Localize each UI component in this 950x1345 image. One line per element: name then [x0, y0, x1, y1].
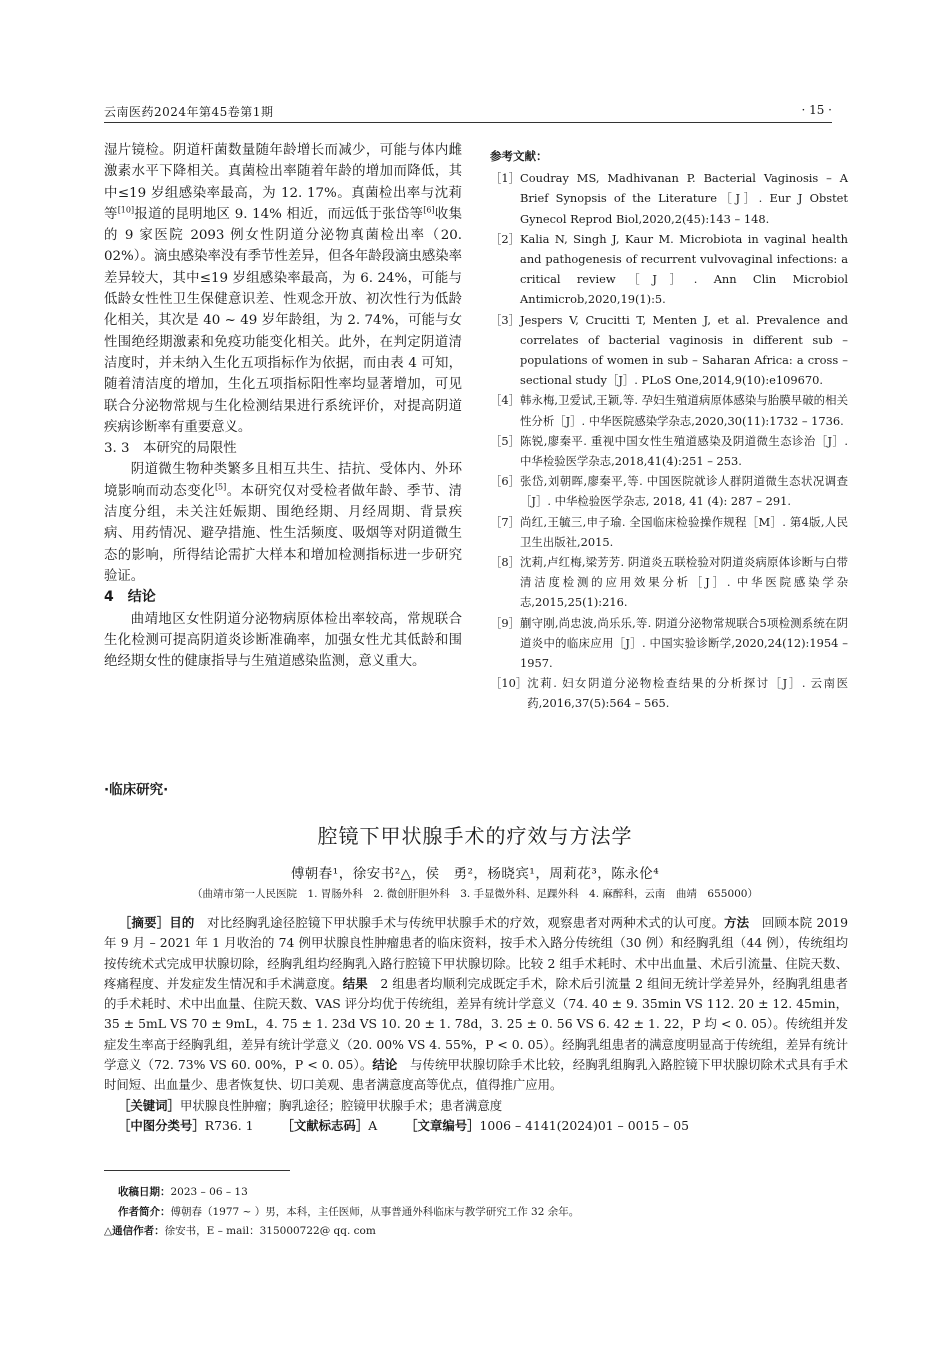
footnotes — [104, 1183, 848, 1242]
reference-item: ［10］ 沈莉. 妇女阴道分泌物检查结果的分析探讨［J］. 云南医药,2016,37(5):564 – 565. — [490, 676, 848, 711]
article-title: 腔镜下甲状腺手术的疗效与方法学 — [317, 824, 633, 848]
abstract — [104, 913, 848, 1136]
reference-item: ［7］ 尚红,王毓三,申子瑜. 全国临床检验操作规程［M］. 第4版,人民卫生出版社,2015. — [490, 514, 848, 549]
footnote-divider — [104, 1170, 290, 1171]
classification-line: ［中图分类号］R736. 1 ［文献标志码］A ［文章编号］1006 – 4141(2024)01 – 0015 – 05 — [118, 1117, 690, 1133]
received-date: 收稿日期：2023 – 06 – 13 — [118, 1186, 248, 1198]
paragraph-limitations: 阴道微生物种类繁多且相互共生、拮抗、受体内、外环境影响而动态变化[5]。本研究仅对受检者做年龄、季节、清洁度分组，未关注妊娠期、围绝经期、月经周期、背景疾病、用药情况、避孕措施、性生活频度、吸烟等对阴道微生态的影响，所得结论需扩大样本和增加检测指标进一步研究验证。 — [104, 462, 463, 584]
abstract-body: ［摘要］目的 对比经胸乳途径腔镜下甲状腺手术与传统甲状腺手术的疗效，观察患者对两种术式的认可度。方法 回顾本院 2019 年 9 月 – 2021 年 1 月收治的 74 例甲状腺良性肿瘤患者的临床资料，按手术入路分传统组（30 例）和经胸乳组（44 例），传统组均按传统术式完成甲状腺切除，经胸乳组均经胸乳入路行腔镜下甲状腺切除。比较 2 组手术耗时、术中出血量、术后引流量、住院天数、疼痛程度、并发症发生情况和手术满意度。结果 2 组患者均顺利完成既定手术，除术后引流量 2 组间无统计学差异外，经胸乳组患者的手术耗时、术中出血量、住院天数、VAS 评分均优于传统组，差异有统计学意义（74. 40 ± 9. 35min VS 112. 20 ± 12. 45min，35 ± 5mL VS 70 ± 9mL，4. 75 ± 1. 23d VS 10. 20 ± 1. 78d，3. 25 ± 0. 56 VS 6. 42 ± 1. 22，P 均 < 0. 05）。传统组并发症发生率高于经胸乳组，差异有统计学意义（20. 00% VS 4. 55%，P < 0. 05）。经胸乳组患者的满意度明显高于传统组，差异有统计学意义（72. 73% VS 60. 00%，P < 0. 05）。结论 与传统甲状腺切除手术比较，经胸乳组胸乳入路腔镜下甲状腺切除术式具有手术时间短、出血量少、患者恢复快、切口美观、患者满意度高等优点，值得推广应用。 — [104, 915, 849, 1093]
affiliation: （曲靖市第一人民医院 1. 胃肠外科 2. 微创肝胆外科 3. 手显微外科、足踝外科 4. 麻醉科，云南 曲靖 655000） — [191, 888, 758, 900]
paragraph-conclusion: 曲靖地区女性阴道分泌物病原体检出率较高，常规联合生化检测可提高阴道炎诊断准确率，加强女性尤其低龄和围绝经期女性的健康指导与生殖道感染监测，意义重大。 — [104, 611, 462, 670]
reference-item: ［9］ 蒯守刚,尚忠波,尚乐乐,等. 阴道分泌物常规联合5项检测系统在阴道炎中的临床应用［J］. 中国实验诊断学,2020,24(12):1954 – 1957. — [490, 615, 848, 671]
left-column — [104, 140, 462, 672]
section-heading: 4 结论 — [104, 589, 156, 606]
reference-item: ［3］ Jespers V, Crucitti T, Menten J, et al. Prevalence and correlates of bacterial vaginosis in different sub – populations of women in sub – Saharan Africa: a cross – sectional study［J］. PLoS One,2014,9(10):e109670. — [490, 312, 848, 388]
references — [490, 146, 848, 714]
citation: [6] — [423, 205, 435, 215]
reference-item: ［5］ 陈锐,廖秦平. 重视中国女性生殖道感染及阴道微生态诊治［J］. 中华检验医学杂志,2018,41(4):251 – 253. — [490, 433, 848, 469]
paragraph-discussion: 湿片镜检。阴道杆菌数量随年龄增长而减少，可能与体内雌激素水平下降相关。真菌检出率随着年龄的增加而降低，其中≤19 岁组感染率最高，为 12. 17%。真菌检出率与沈莉等[10]报道的昆明地区 9. 14% 相近，而远低于张岱等[6]收集的 9 家医院 2093 例女性阴道分泌物真菌检出率（20. 02%）。滴虫感染率没有季节性差异，但各年龄段滴虫感染率差异较大，其中≤19 岁组感染率最高，为 6. 24%，可能与低龄女性性卫生保健意识差、性观念开放、初次性行为低龄化相关，其次是 40 ~ 49 岁年龄组，为 2. 74%，可能与女性围绝经期激素和免疫功能变化相关。此外，在判定阴道清洁度时，并未纳入生化五项指标作为依据，而由表 4 可知，随着清洁度的增加，生化五项指标阳性率均显著增加，可见联合分泌物常规与生化检测结果进行系统评价，对提高阴道疾病诊断率有重要意义。 — [104, 143, 462, 435]
references-title: 参考文献： — [490, 149, 548, 163]
author-bio: 作者简介：傅朝春（1977 ~ ）男，本科，主任医师，从事普通外科临床与教学研究工作 32 余年。 — [118, 1205, 580, 1218]
reference-item: ［1］ Coudray MS, Madhivanan P. Bacterial Vaginosis – A Brief Synopsis of the Literature［J］. Eur J Obstet Gynecol Reprod Biol,2020,2(45):143 – 148. — [490, 171, 848, 226]
header-divider — [104, 122, 832, 123]
citation: [5] — [214, 482, 227, 492]
reference-item: ［8］ 沈莉,卢红梅,梁芳芳. 阴道炎五联检验对阴道炎病原体诊断与白带清洁度检测的应用效果分析［J］. 中华医院感染学杂志,2015,25(1):216. — [490, 555, 848, 610]
citation: [10] — [117, 205, 135, 215]
column-tag: ·临床研究· — [104, 782, 169, 798]
author-list: 傅朝春¹，徐安书²△，侯 勇²，杨晓宾¹，周莉花³，陈永伦⁴ — [290, 866, 660, 882]
journal-header: 云南医药2024年第45卷第1期 — [104, 105, 274, 119]
subsection-heading: 3. 3 本研究的局限性 — [104, 441, 237, 457]
reference-item: ［6］ 张岱,刘朝晖,廖秦平,等. 中国医院就诊人群阴道微生态状况调查［J］. 中华检验医学杂志, 2018, 41 (4): 287 – 291. — [490, 474, 848, 509]
keywords: ［关键词］甲状腺良性肿瘤；胸乳途径；腔镜甲状腺手术；患者满意度 — [118, 1097, 503, 1113]
reference-item: ［2］ Kalia N, Singh J, Kaur M. Microbiota in vaginal health and pathogenesis of recurrent vulvovaginal infections: a critical review［J］. Ann Clin Microbiol Antimicrob,2020,19(1):5. — [490, 231, 848, 307]
reference-item: ［4］ 韩永梅,卫爱试,王颖,等. 孕妇生殖道病原体感染与胎膜早破的相关性分析［J］. 中华医院感染学杂志,2020,30(11):1732 – 1736. — [490, 393, 848, 428]
page-number: · 15 · — [801, 103, 832, 117]
corresponding-author: △通信作者：徐安书，E – mail：315000722@ qq. com — [104, 1225, 376, 1237]
